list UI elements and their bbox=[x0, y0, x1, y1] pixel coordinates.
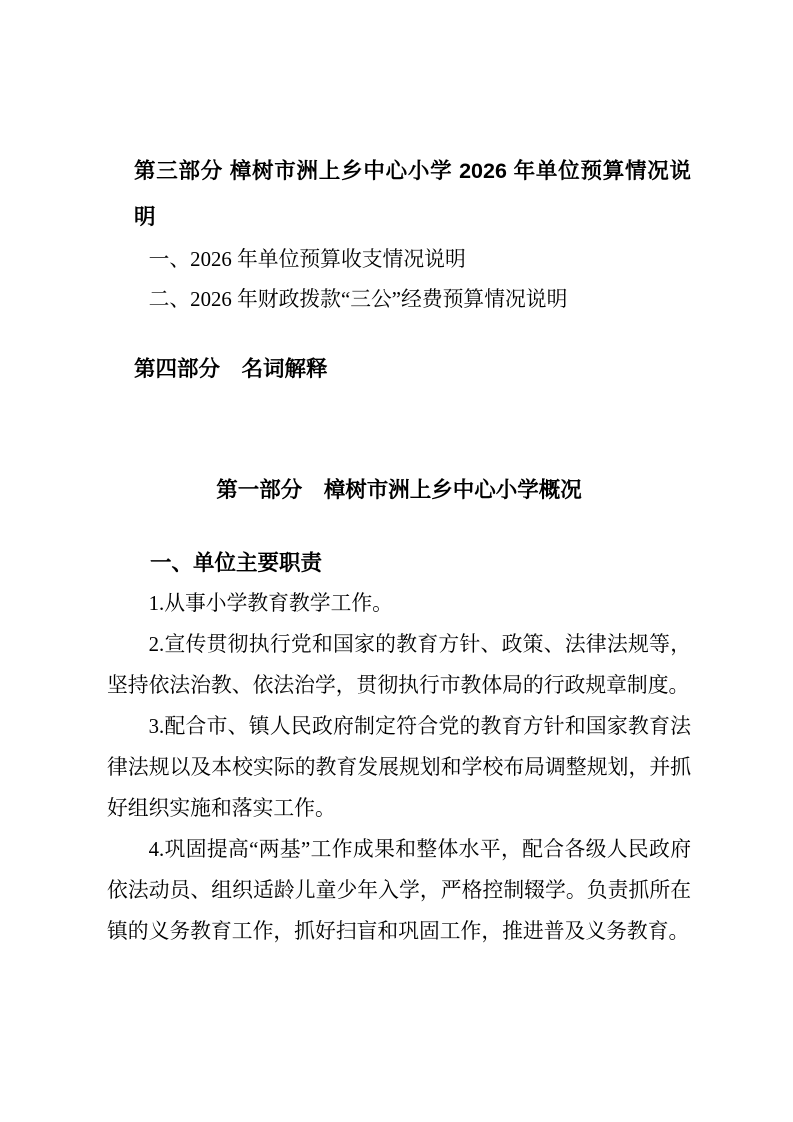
part4-heading: 第四部分 名词解释 bbox=[134, 357, 328, 381]
body-paragraph-3: 3.配合市、镇人民政府制定符合党的教育方针和国家教育法律法规以及本校实际的教育发展规划和学校布局调整规划，并抓好组织实施和落实工作。 bbox=[107, 715, 691, 820]
body-paragraph-4: 4.巩固提高“两基”工作成果和整体水平，配合各级人民政府依法动员、组织适龄儿童少年入学，严格控制辍学。负责抓所在镇的义务教育工作，抓好扫盲和巩固工作，推进普及义务教育。 bbox=[107, 838, 691, 943]
document-content bbox=[107, 148, 691, 952]
part3-heading: 第三部分 樟树市洲上乡中心小学 2026 年单位预算情况说明 bbox=[134, 159, 691, 229]
part1-heading: 第一部分 樟树市洲上乡中心小学概况 bbox=[216, 478, 582, 502]
body-paragraph-2: 2.宣传贯彻执行党和国家的教育方针、政策、法律法规等，坚持依法治教、依法治学，贯彻执行市教体局的行政规章制度。 bbox=[107, 633, 691, 697]
toc-item-2: 二、2026 年财政拨款“三公”经费预算情况说明 bbox=[148, 288, 568, 311]
body-paragraph-1: 1.从事小学教育教学工作。 bbox=[148, 592, 393, 615]
toc-item-1: 一、2026 年单位预算收支情况说明 bbox=[148, 248, 466, 271]
section1-title: 一、单位主要职责 bbox=[150, 551, 323, 575]
